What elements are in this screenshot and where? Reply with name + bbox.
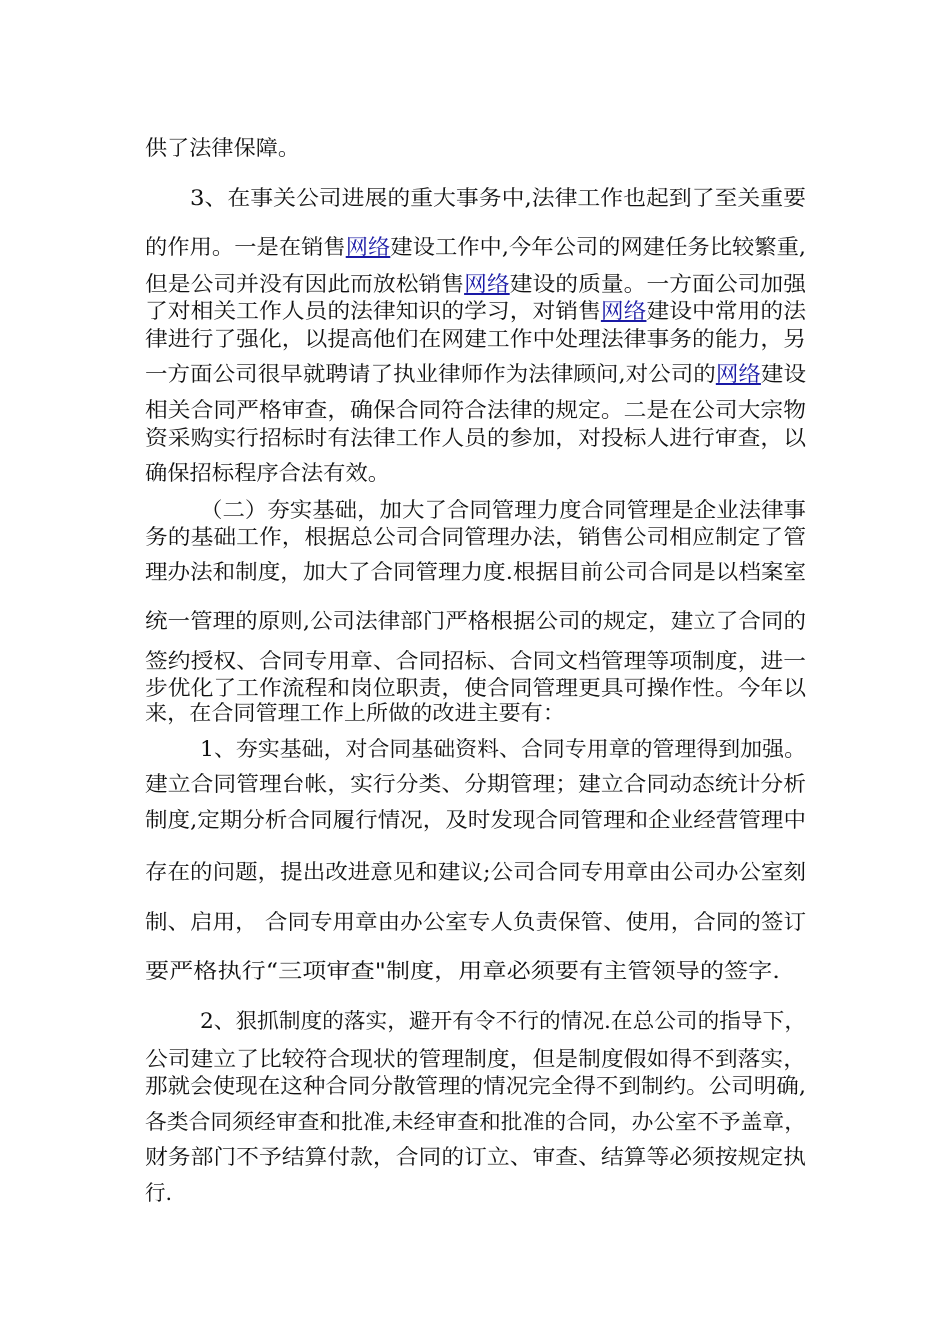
line-text: 制、启用， 合同专用章由办公室专人负责保管、使用，合同的签订 bbox=[145, 910, 807, 934]
text-line bbox=[145, 856, 806, 888]
line-text: 财务部门不予结算付款，合同的订立、审查、结算等必须按规定执 bbox=[145, 1145, 807, 1169]
line-text: 存在的问题，提出改进意见和建议;公司合同专用章由公司办公室刻 bbox=[145, 860, 806, 884]
text-line bbox=[145, 906, 806, 938]
line-text: （二）夯实基础，加大了合同管理力度合同管理是企业法律事 bbox=[200, 498, 807, 522]
network-link[interactable]: 网络 bbox=[464, 272, 510, 296]
text-line bbox=[145, 1070, 806, 1102]
line-text: 建立合同管理台帐，实行分类、分期管理；建立合同动态统计分析 bbox=[145, 772, 807, 796]
line-text: 步优化了工作流程和岗位职责，使合同管理更具可操作性。今年以 bbox=[145, 676, 807, 700]
line-text: 来，在合同管理工作上所做的改进主要有： bbox=[145, 701, 565, 725]
line-text: 理办法和制度，加大了合同管理力度.根据目前公司合同是以档案室 bbox=[145, 560, 807, 584]
network-link[interactable]: 网络 bbox=[345, 235, 391, 259]
text-line bbox=[200, 1005, 806, 1037]
line-text: 供了法律保障。 bbox=[145, 136, 300, 160]
line-text: 的作用。一是在销售网络建设工作中,今年公司的网建任务比较繁重, bbox=[145, 231, 806, 263]
text-line bbox=[145, 422, 806, 454]
text-line bbox=[145, 521, 806, 553]
text-line bbox=[145, 1106, 806, 1138]
line-text: 但是公司并没有因此而放松销售网络建设的质量。一方面公司加强 bbox=[145, 268, 806, 300]
line-text: 制度,定期分析合同履行情况，及时发现合同管理和企业经营管理中 bbox=[145, 808, 807, 832]
line-text: 相关合同严格审查，确保合同符合法律的规定。二是在公司大宗物 bbox=[145, 398, 807, 422]
line-text: 要严格执行“三项审查"制度，用章必须要有主管领导的签字. bbox=[145, 959, 781, 983]
text-line bbox=[145, 457, 390, 489]
line-text: 律进行了强化，以提高他们在网建工作中处理法律事务的能力，另 bbox=[145, 327, 807, 351]
line-text: 资采购实行招标时有法律工作人员的参加，对投标人进行审查，以 bbox=[145, 426, 807, 450]
text-line bbox=[145, 804, 806, 836]
text-line bbox=[145, 132, 300, 164]
text-line bbox=[190, 182, 806, 214]
text-line bbox=[145, 955, 780, 987]
text-line bbox=[145, 605, 806, 637]
line-text: 了对相关工作人员的法律知识的学习，对销售网络建设中常用的法 bbox=[145, 295, 806, 327]
text-line bbox=[145, 768, 806, 800]
text-line bbox=[200, 733, 806, 765]
text-line bbox=[145, 323, 806, 355]
network-link[interactable]: 网络 bbox=[600, 299, 647, 323]
network-link[interactable]: 网络 bbox=[715, 362, 761, 386]
line-text: 1、夯实基础，对合同基础资料、合同专用章的管理得到加强。 bbox=[200, 737, 807, 761]
line-text: 签约授权、合同专用章、合同招标、合同文档管理等项制度，进一 bbox=[145, 649, 807, 673]
text-line bbox=[145, 697, 565, 729]
text-line bbox=[145, 1141, 806, 1173]
text-line bbox=[145, 1177, 172, 1209]
text-line bbox=[145, 358, 806, 390]
text-line bbox=[145, 556, 806, 588]
line-text: 那就会使现在这种合同分散管理的情况完全得不到制约。公司明确, bbox=[145, 1074, 807, 1098]
line-text: 一方面公司很早就聘请了执业律师作为法律顾问,对公司的网络建设 bbox=[145, 358, 806, 390]
line-text: 统一管理的原则,公司法律部门严格根据公司的规定，建立了合同的 bbox=[145, 609, 807, 633]
line-text: 行. bbox=[145, 1181, 173, 1205]
line-text: 3、在事关公司进展的重大事务中,法律工作也起到了至关重要 bbox=[190, 186, 806, 210]
line-text: 务的基础工作，根据总公司合同管理办法，销售公司相应制定了管 bbox=[145, 525, 807, 549]
text-line bbox=[145, 231, 806, 263]
line-text: 各类合同须经审查和批准,未经审查和批准的合同，办公室不予盖章， bbox=[145, 1110, 807, 1134]
line-text: 2、狠抓制度的落实，避开有令不行的情况.在总公司的指导下， bbox=[200, 1009, 807, 1033]
line-text: 确保招标程序合法有效。 bbox=[145, 461, 390, 485]
line-text: 公司建立了比较符合现状的管理制度，但是制度假如得不到落实， bbox=[145, 1047, 807, 1071]
